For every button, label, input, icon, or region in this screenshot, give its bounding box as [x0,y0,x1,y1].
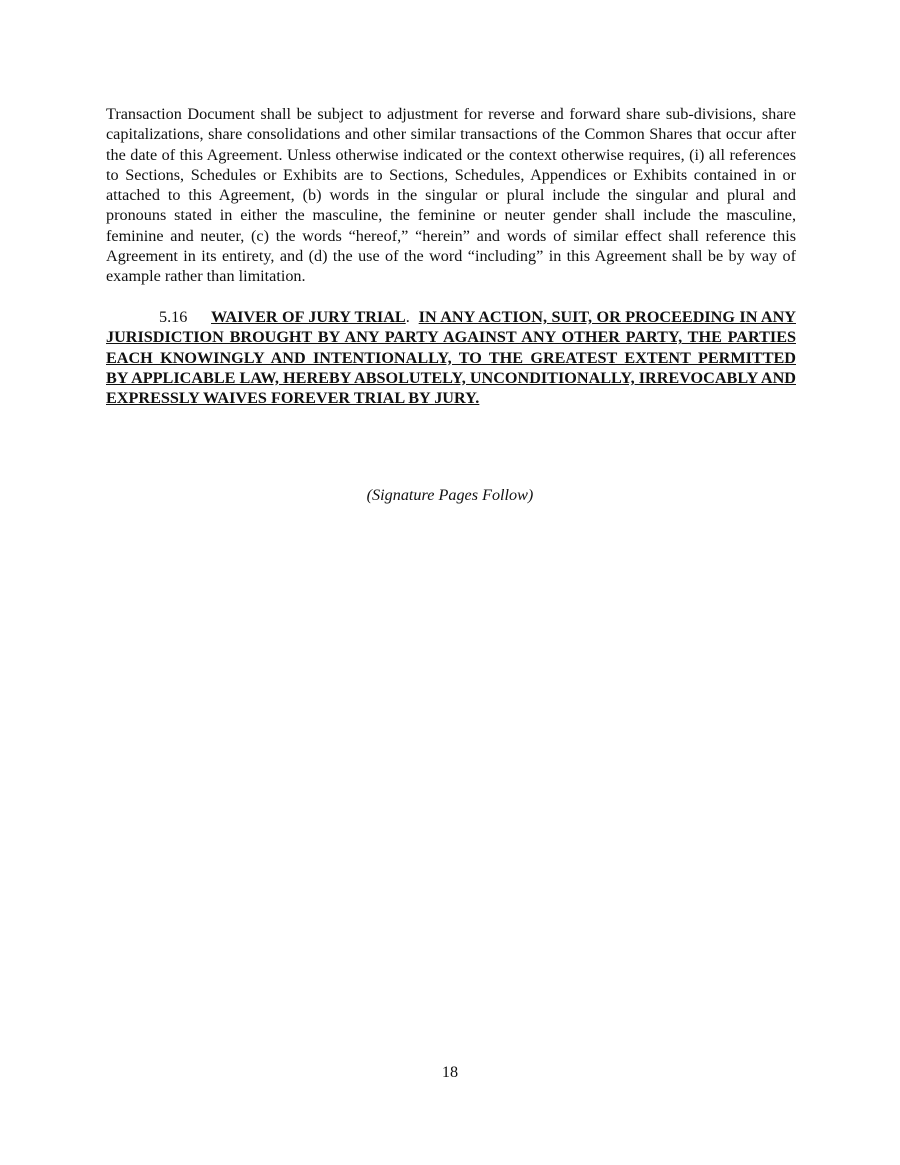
signature-pages-note: (Signature Pages Follow) [366,486,534,504]
section-heading-period: . [405,308,410,326]
section-heading: WAIVER OF JURY TRIAL [211,308,406,326]
continuation-paragraph: Transaction Document shall be subject to adjustment for reverse and forward share sub-divisions, share capitalizations, share consolidations and other similar transactions of the Common Shares that occur after the date of this Agreement. Unless otherwise indicated or the context otherwise requires, (i) all references to Sections, Schedules or Exhibits are to Sections, Schedules, Appendices or Exhibits contained in or attached to this Agreement, (b) words in the singular or plural include the singular and plural and pronouns stated in either the masculine, the feminine or neuter gender shall include the masculine, feminine and neuter, (c) the words “hereof,” “herein” and words of similar effect shall reference this Agreement in its entirety, and (d) the use of the word “including” in this Agreement shall be by way of example rather than limitation. [106,105,796,286]
page-number: 18 [441,1063,459,1081]
section-number: 5.16 [159,308,188,326]
section-5-16 [106,307,796,408]
jury-waiver-text: IN ANY ACTION, SUIT, OR PROCEEDING IN ANY JURISDICTION BROUGHT BY ANY PARTY AGAINST ANY OTHER PARTY, THE PARTIES EACH KNOWINGLY AND INTENTIONALLY, TO THE GREATEST EXTENT PERMITTED BY APPLICABLE LAW, HEREBY ABSOLUTELY, UNCONDITIONALLY, IRREVOCABLY AND EXPRESSLY WAIVES FOREVER TRIAL BY JURY. [106,308,796,408]
